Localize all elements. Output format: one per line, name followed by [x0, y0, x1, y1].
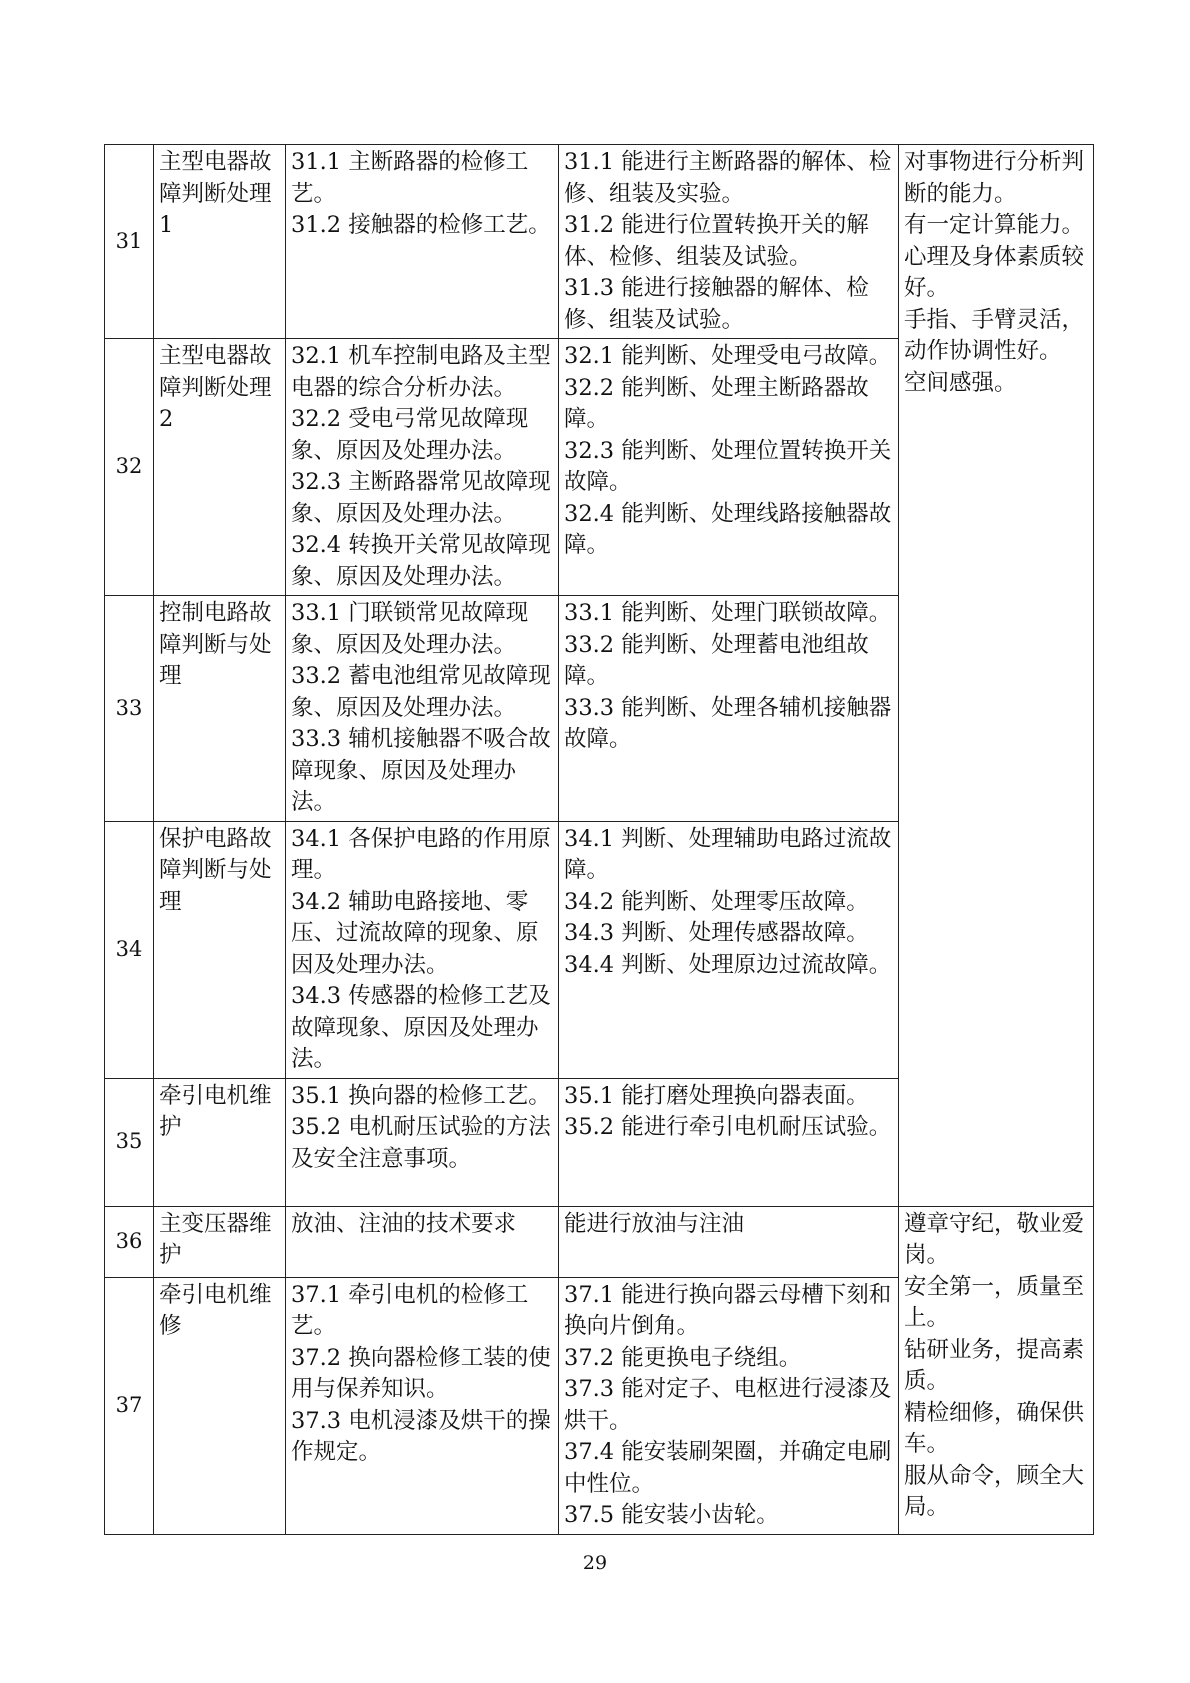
item-name: 牵引电机维修 [154, 1277, 286, 1534]
ability-cell-a [899, 145, 1094, 1207]
skill-item: 37.1 能进行换向器云母槽下刻和换向片倒角。 [564, 1281, 892, 1339]
skill-item: 37.3 能对定子、电枢进行浸漆及烘干。 [564, 1376, 892, 1434]
item-name: 保护电路故障判断与处理 [154, 821, 286, 1078]
skill-item: 31.1 能进行主断路器的解体、检修、组装及实验。 [564, 149, 892, 207]
item-name: 牵引电机维护 [154, 1078, 286, 1206]
knowledge-item: 33.1 门联锁常见故障现象、原因及处理办法。 [291, 600, 529, 658]
row-number: 31 [105, 145, 154, 339]
item-name: 主变压器维护 [154, 1206, 286, 1277]
skill-item: 32.4 能判断、处理线路接触器故障。 [564, 500, 892, 558]
knowledge-item: 34.1 各保护电路的作用原理。 [291, 825, 551, 883]
skill-item: 35.2 能进行牵引电机耐压试验。 [564, 1114, 892, 1140]
item-name: 主型电器故障判断处理1 [154, 145, 286, 339]
table-row-31 [105, 145, 1094, 339]
item-name: 控制电路故障判断与处理 [154, 596, 286, 822]
ability-item: 有一定计算能力。 [904, 212, 1085, 238]
knowledge-item: 37.2 换向器检修工装的使用与保养知识。 [291, 1344, 551, 1402]
knowledge-item: 31.1 主断路器的检修工艺。 [291, 149, 529, 207]
skill-item: 33.3 能判断、处理各辅机接触器故障。 [564, 694, 892, 752]
skills-cell [559, 1206, 899, 1277]
skill-item: 34.4 判断、处理原边过流故障。 [564, 951, 892, 978]
ability-item: 空间感强。 [904, 369, 1017, 396]
knowledge-item: 33.3 辅机接触器不吸合故障现象、原因及处理办法。 [291, 726, 551, 815]
skills-cell [559, 145, 899, 339]
skill-item: 32.3 能判断、处理位置转换开关故障。 [564, 437, 892, 495]
skill-item: 能进行放油与注油 [564, 1210, 745, 1237]
skill-item: 37.5 能安装小齿轮。 [564, 1502, 779, 1528]
ability-item: 安全第一，质量至上。 [904, 1273, 1085, 1331]
knowledge-item: 32.2 受电弓常见故障现象、原因及处理办法。 [291, 406, 529, 464]
skill-item: 37.2 能更换电子绕组。 [564, 1344, 802, 1371]
skill-item: 34.3 判断、处理传感器故障。 [564, 920, 869, 946]
ability-item: 手指、手臂灵活，动作协调性好。 [904, 306, 1085, 364]
ability-item: 精检细修，确保供车。 [904, 1399, 1085, 1457]
knowledge-cell [286, 1078, 559, 1206]
skill-item: 35.1 能打磨处理换向器表面。 [564, 1082, 869, 1109]
knowledge-cell [286, 821, 559, 1078]
knowledge-cell [286, 1206, 559, 1277]
ability-item: 对事物进行分析判断的能力。 [904, 149, 1085, 207]
knowledge-item: 32.4 转换开关常见故障现象、原因及处理办法。 [291, 532, 551, 590]
knowledge-item: 34.2 辅助电路接地、零压、过流故障的现象、原因及处理办法。 [291, 888, 539, 978]
knowledge-item: 放油、注油的技术要求 [291, 1210, 517, 1237]
skill-item: 31.2 能进行位置转换开关的解体、检修、组装及试验。 [564, 212, 869, 270]
row-number: 36 [105, 1206, 154, 1277]
knowledge-item: 35.1 换向器的检修工艺。 [291, 1082, 551, 1109]
knowledge-item: 37.1 牵引电机的检修工艺。 [291, 1281, 529, 1339]
skill-item: 34.2 能判断、处理零压故障。 [564, 888, 869, 915]
knowledge-item: 32.3 主断路器常见故障现象、原因及处理办法。 [291, 469, 551, 527]
knowledge-cell [286, 1277, 559, 1534]
row-number: 37 [105, 1277, 154, 1534]
knowledge-item: 37.3 电机浸漆及烘干的操作规定。 [291, 1407, 551, 1465]
item-name: 主型电器故障判断处理2 [154, 339, 286, 596]
skill-item: 37.4 能安装刷架圈，并确定电刷中性位。 [564, 1439, 892, 1497]
knowledge-item: 32.1 机车控制电路及主型电器的综合分析办法。 [291, 343, 551, 401]
skill-item: 32.1 能判断、处理受电弓故障。 [564, 343, 892, 369]
table-row-36 [105, 1206, 1094, 1277]
ability-item: 钻研业务，提高素质。 [904, 1336, 1085, 1394]
knowledge-item: 33.2 蓄电池组常见故障现象、原因及处理办法。 [291, 663, 551, 721]
skill-item: 31.3 能进行接触器的解体、检修、组装及试验。 [564, 275, 869, 333]
knowledge-cell [286, 339, 559, 596]
row-number: 34 [105, 821, 154, 1078]
knowledge-item: 35.2 电机耐压试验的方法及安全注意事项。 [291, 1114, 551, 1172]
knowledge-cell [286, 145, 559, 339]
ability-item: 遵章守纪，敬业爱岗。 [904, 1210, 1085, 1268]
skills-cell [559, 596, 899, 822]
skills-cell [559, 1277, 899, 1534]
skills-cell [559, 821, 899, 1078]
skills-table [104, 144, 1094, 1535]
ability-item: 服从命令，顾全大局。 [904, 1462, 1085, 1520]
knowledge-cell [286, 596, 559, 822]
skill-item: 33.2 能判断、处理蓄电池组故障。 [564, 631, 869, 689]
skills-cell [559, 339, 899, 596]
skills-cell [559, 1078, 899, 1206]
page-number: 29 [582, 1552, 608, 1574]
knowledge-item: 31.2 接触器的检修工艺。 [291, 212, 551, 238]
ability-item: 心理及身体素质较好。 [904, 243, 1085, 301]
ability-cell-b [899, 1206, 1094, 1534]
row-number: 33 [105, 596, 154, 822]
row-number: 35 [105, 1078, 154, 1206]
knowledge-item: 34.3 传感器的检修工艺及故障现象、原因及处理办法。 [291, 983, 551, 1072]
skill-item: 33.1 能判断、处理门联锁故障。 [564, 600, 892, 626]
skill-item: 34.1 判断、处理辅助电路过流故障。 [564, 825, 892, 883]
skill-item: 32.2 能判断、处理主断路器故障。 [564, 374, 869, 432]
row-number: 32 [105, 339, 154, 596]
